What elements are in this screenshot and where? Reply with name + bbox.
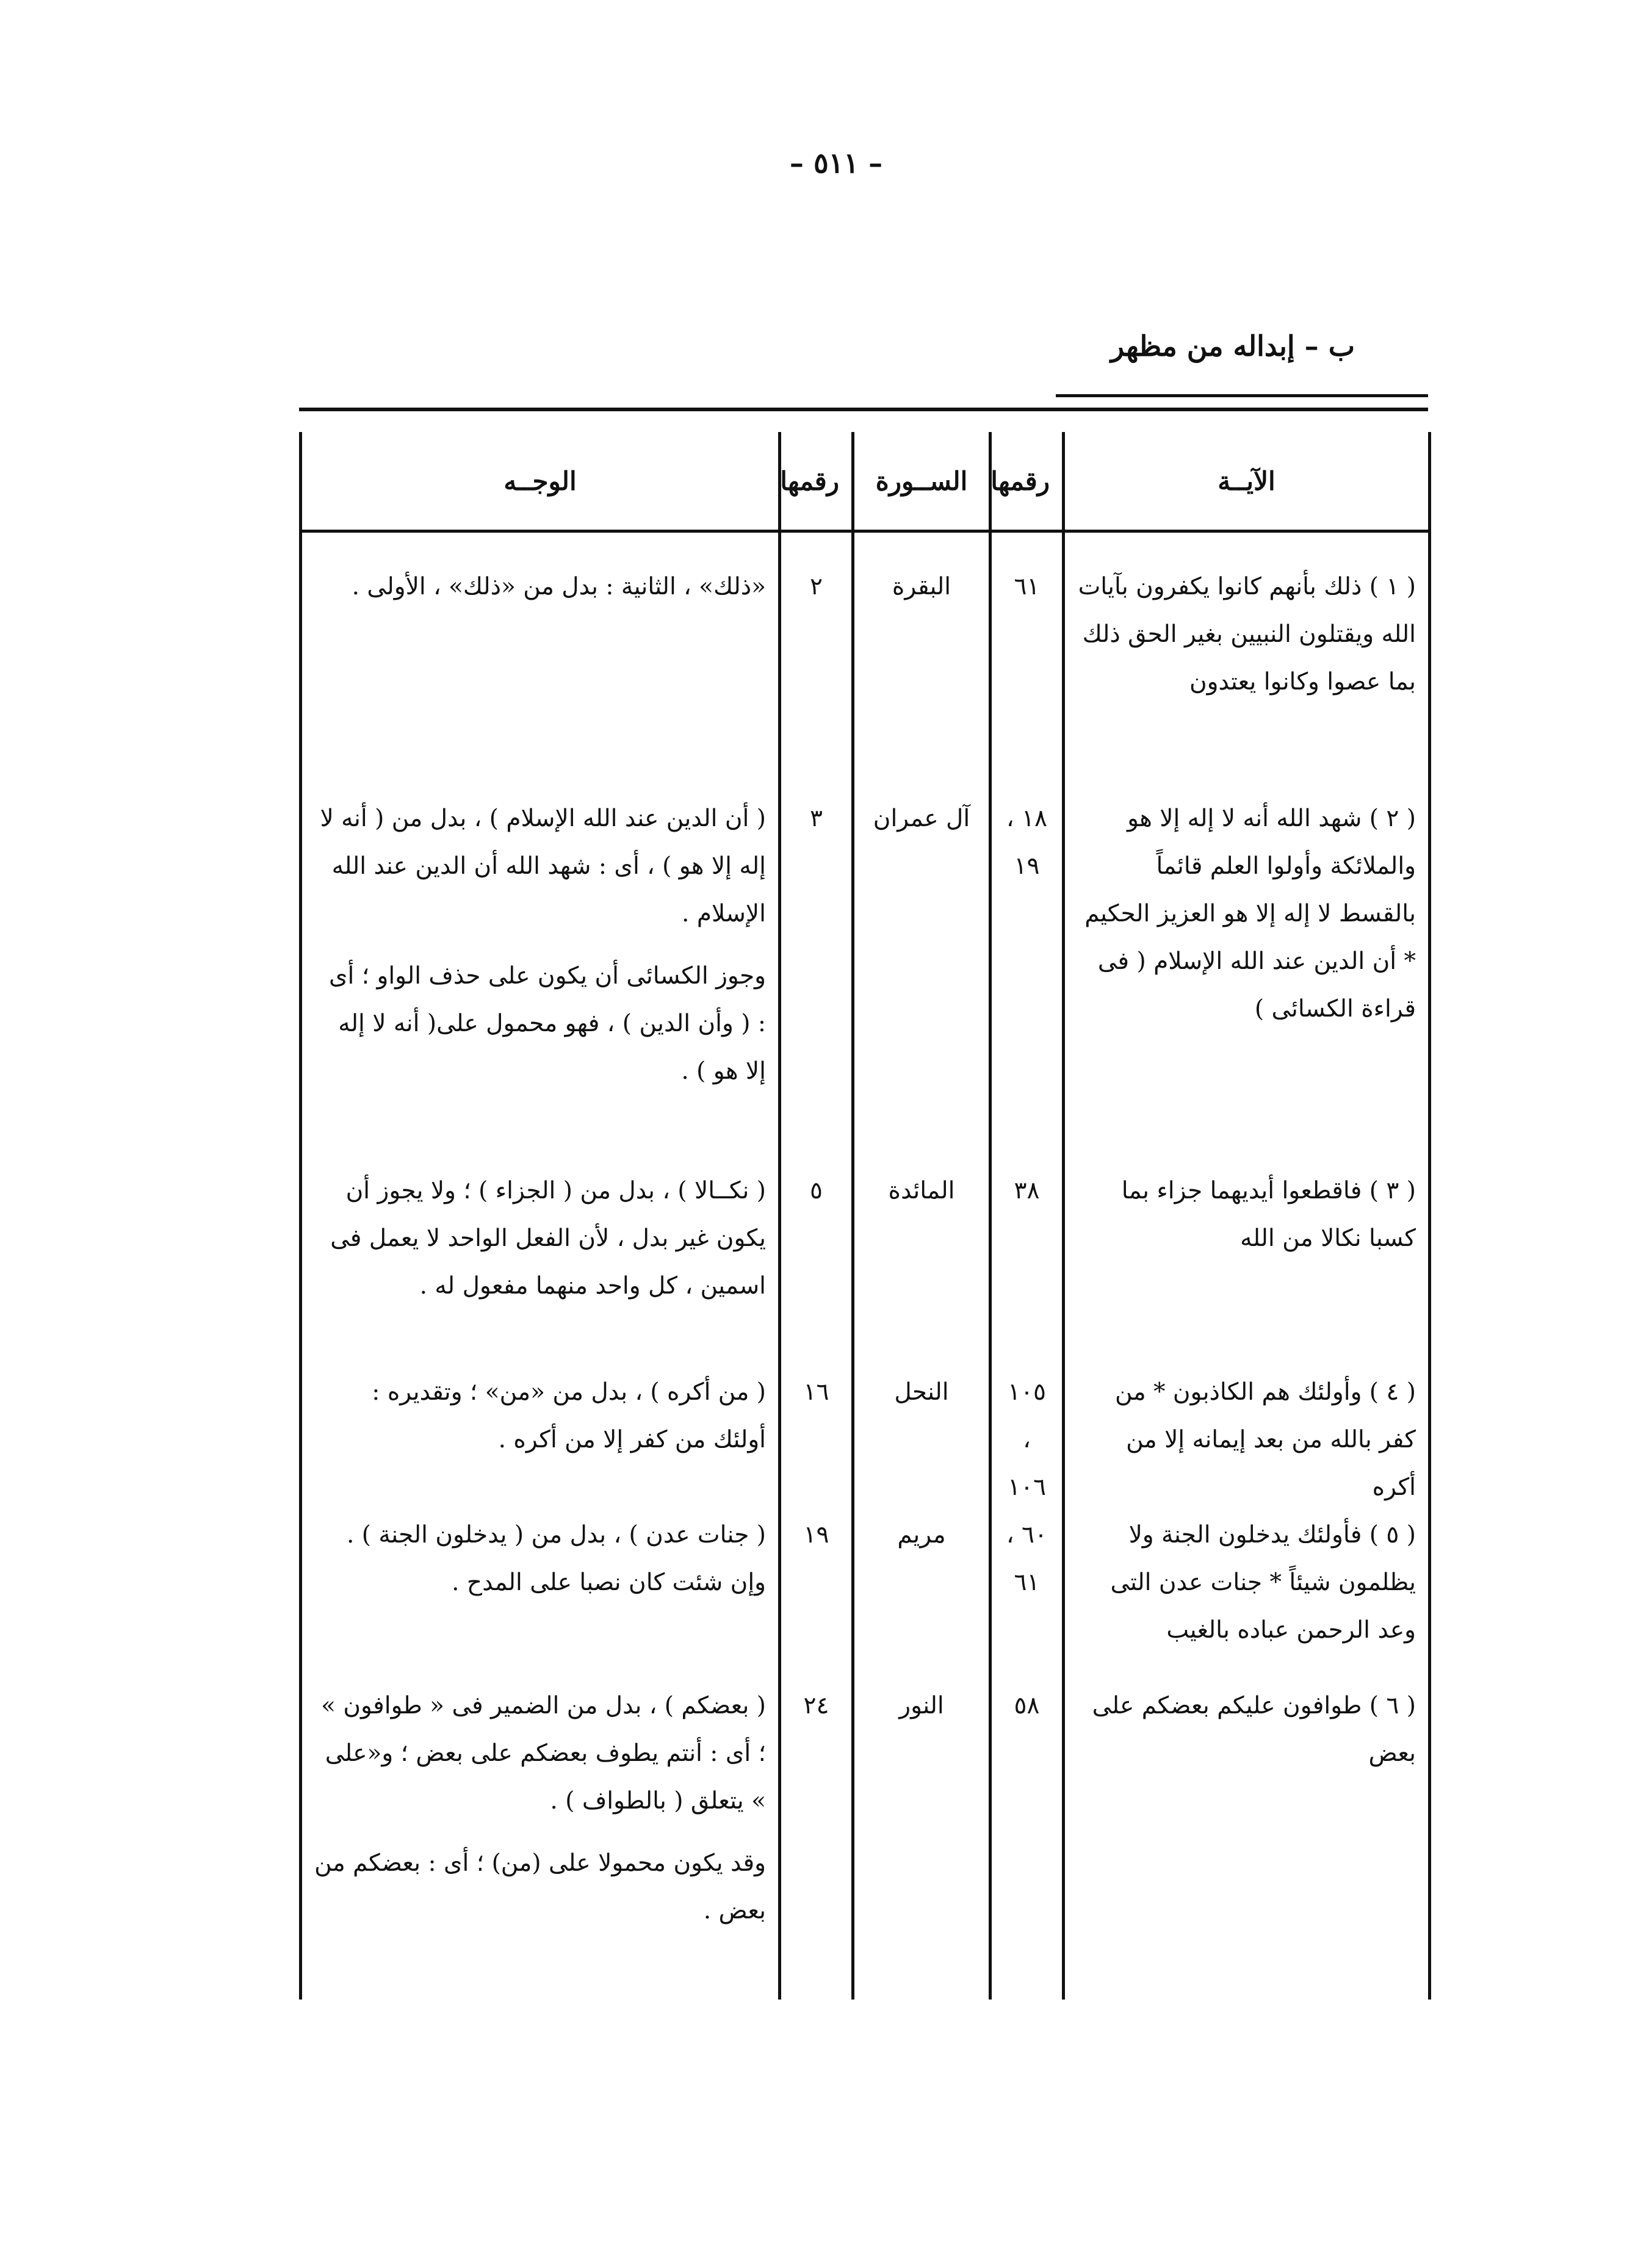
wajh-cell: [301, 777, 780, 1155]
wajh-paragraph: ( من أكره ) ، بدل من «من» ؛ وتقديره : أولئك من كفر إلا من أكره .: [372, 1378, 766, 1453]
page-number: – ٥١١ –: [789, 146, 883, 179]
ayah-number-cell: [990, 1676, 1064, 2000]
surah-cell: البقرة: [853, 531, 990, 777]
wajh-cell: [301, 1356, 780, 1511]
table-row: [301, 1155, 1430, 1356]
ayah-number-line: ٣٨: [1014, 1177, 1040, 1204]
ayah-number-cell: [990, 1511, 1064, 1676]
wajh-cell: [301, 1155, 780, 1356]
table-row: [301, 1511, 1430, 1676]
ayah-cell: ( ١ ) ذلك بأنهم كانوا يكفرون بآيات الله ويقتلون النبيين بغير الحق ذلك بما عصوا وكانوا يعتدون: [1064, 531, 1430, 777]
header-ayah-number: رقمها: [990, 432, 1064, 531]
ayah-number-line: ٦١: [1014, 573, 1040, 600]
surah-cell: النور: [853, 1676, 990, 2000]
surah-cell: آل عمران: [853, 777, 990, 1155]
surah-cell: مريم: [853, 1511, 990, 1676]
ayah-cell: ( ٥ ) فأولئك يدخلون الجنة ولا يظلمون شيئاً * جنات عدن التى وعد الرحمن عباده بالغيب: [1064, 1511, 1430, 1676]
table-row: [301, 531, 1430, 777]
surah-number-cell: ٢: [780, 531, 853, 777]
ayah-cell: ( ٢ ) شهد الله أنه لا إله إلا هو والملائكة وأولوا العلم قائماً بالقسط لا إله إلا هو العزيز الحكيم * أن الدين عند الله الإسلام ( فى قراءة الكسائى ): [1064, 777, 1430, 1155]
wajh-cell: [301, 1511, 780, 1676]
ayah-number-line: ٥٨: [1014, 1692, 1040, 1719]
header-surah-number: رقمها: [780, 432, 853, 531]
table-row: [301, 777, 1430, 1155]
ayah-number-line: ٦١: [1014, 1569, 1040, 1596]
ayah-cell: ( ٤ ) وأولئك هم الكاذبون * من كفر بالله من بعد إيمانه إلا من أكره: [1064, 1356, 1430, 1511]
wajh-paragraph: وجوز الكسائى أن يكون على حذف الواو ؛ أى : ( وأن الدين ) ، فهو محمول على( أنه لا إله إلا هو ) .: [328, 962, 766, 1085]
ayah-number-line: ٦٠ ،: [1006, 1521, 1047, 1549]
surah-cell: النحل: [853, 1356, 990, 1511]
ayah-number-cell: [990, 1155, 1064, 1356]
ayah-number-cell: [990, 531, 1064, 777]
section-title: ب – إبداله من مظهر: [1110, 329, 1355, 362]
wajh-cell: [301, 1676, 780, 2000]
header-ayah: الآيــة: [1064, 432, 1430, 531]
wajh-paragraph: ( نكــالا ) ، بدل من ( الجزاء ) ؛ ولا يجوز أن يكون غير بدل ، لأن الفعل الواحد لا يعمل فى اسمين ، كل واحد منهما مفعول له .: [330, 1177, 766, 1300]
table-top-rule-short: [1056, 394, 1428, 397]
header-row: [301, 432, 1430, 531]
wajh-paragraph: ( جنات عدن ) ، بدل من ( يدخلون الجنة ) . وإن شئت كان نصبا على المدح .: [346, 1521, 766, 1596]
table-top-rule: [299, 408, 1428, 411]
ayah-number-line: ١٩: [1014, 852, 1040, 880]
wajh-paragraph: ( أن الدين عند الله الإسلام ) ، بدل من ( أنه لا إله إلا هو ) ، أى : شهد الله أن الدين عند الله الإسلام .: [320, 805, 766, 927]
ayah-number-line: ١٨ ،: [1006, 805, 1047, 832]
surah-number-cell: ٢٤: [780, 1676, 853, 2000]
table-row: [301, 1356, 1430, 1511]
ayah-number-cell: [990, 777, 1064, 1155]
ayah-number-line: ١٠٦: [1008, 1474, 1046, 1501]
ayah-cell: ( ٣ ) فاقطعوا أيديهما جزاء بما كسبا نكالا من الله: [1064, 1155, 1430, 1356]
surah-number-cell: ١٦: [780, 1356, 853, 1511]
header-wajh: الوجــه: [301, 432, 780, 531]
wajh-paragraph: «ذلك» ، الثانية : بدل من «ذلك» ، الأولى .: [352, 573, 766, 600]
ayah-cell: ( ٦ ) طوافون عليكم بعضكم على بعض: [1064, 1676, 1430, 2000]
wajh-paragraph: ( بعضكم ) ، بدل من الضمير فى « طوافون » ؛ أى : أنتم يطوف بعضكم على بعض ؛ و«على » يتعلق ( بالطواف ) .: [321, 1692, 766, 1815]
ayah-number-line: ١٠٥ ،: [1008, 1378, 1046, 1453]
ayah-number-cell: [990, 1356, 1064, 1511]
table-row: [301, 1676, 1430, 2000]
surah-number-cell: ١٩: [780, 1511, 853, 1676]
surah-number-cell: ٣: [780, 777, 853, 1155]
ibdal-table: [299, 408, 1428, 1970]
surah-cell: المائدة: [853, 1155, 990, 1356]
header-surah: الســورة: [853, 432, 990, 531]
wajh-cell: [301, 531, 780, 777]
data-grid: [299, 432, 1431, 2000]
wajh-paragraph: وقد يكون محمولا على (من) ؛ أى : بعضكم من بعض .: [314, 1849, 766, 1924]
surah-number-cell: ٥: [780, 1155, 853, 1356]
